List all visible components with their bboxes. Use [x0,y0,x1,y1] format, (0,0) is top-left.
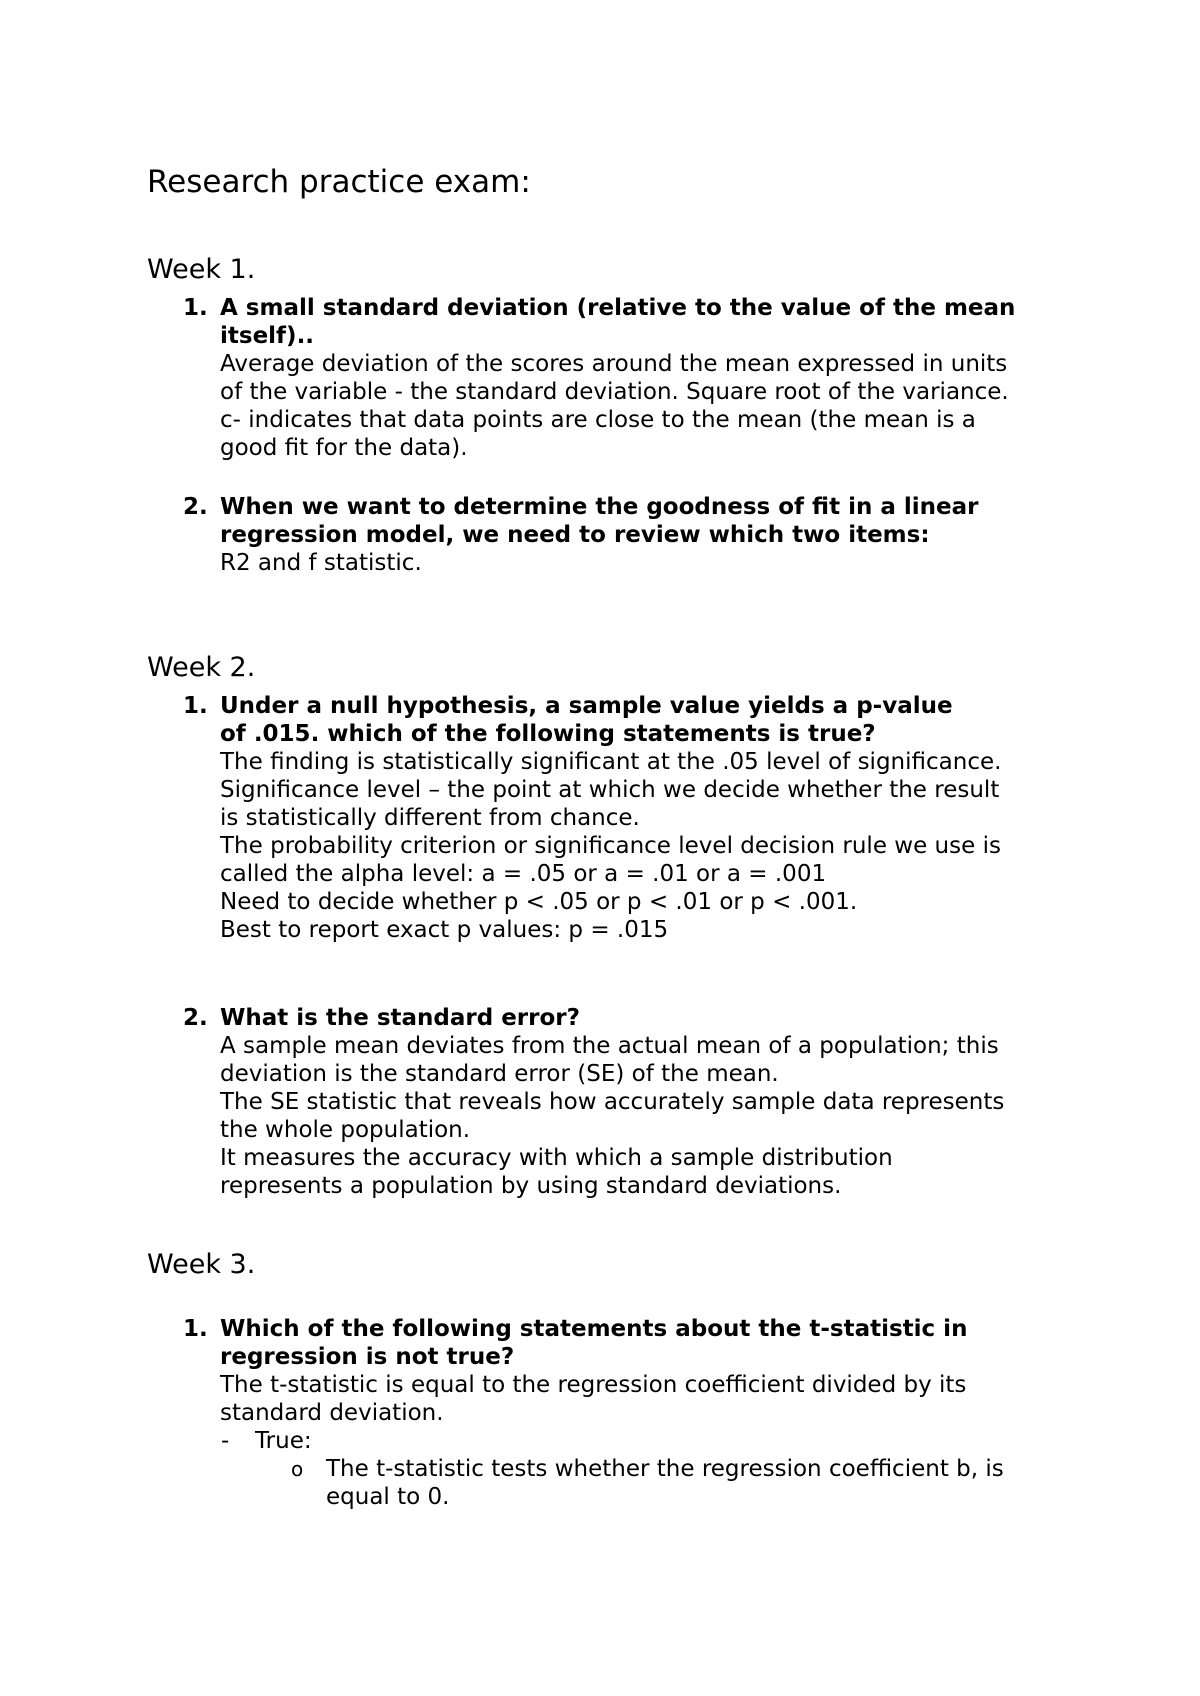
answer-line: Need to decide whether p < .05 or p < .01 or p < .001. [220,889,858,915]
question-number: 1. [183,295,208,321]
answer-text [220,748,1083,944]
question-line: A small standard deviation (relative to the value of the mean [220,295,1016,321]
week-2-question-2 [183,1004,1083,1200]
answer-line: The SE statistic that reveals how accurately sample data represents [220,1089,1005,1115]
bullet-line: The t-statistic tests whether the regression coefficient b, is [326,1456,1004,1482]
week-1-question-2 [183,493,1083,577]
answer-line: the whole population. [220,1117,471,1143]
dash-item-label: True: [255,1428,312,1454]
sub-list [220,1427,1083,1511]
answer-line: of the variable - the standard deviation. Square root of the variance. [220,379,1009,405]
answer-line: called the alpha level: a = .05 or a = .01 or a = .001 [220,861,827,887]
week-1-question-1 [183,294,1083,462]
answer-line: A sample mean deviates from the actual mean of a population; this [220,1033,999,1059]
answer-text [220,1371,1083,1427]
answer-line: c- indicates that data points are close to the mean (the mean is a [220,407,976,433]
question-line: of .015. which of the following statements is true? [220,721,876,747]
answer-line: standard deviation. [220,1400,444,1426]
dash-list-item [220,1427,1083,1455]
question-number: 1. [183,693,208,719]
bullet-list-item [291,1455,1083,1511]
question-number: 2. [183,494,208,520]
answer-line: The probability criterion or significance level decision rule we use is [220,833,1001,859]
question-text [220,692,1083,748]
question-text [220,1315,1083,1371]
question-line: When we want to determine the goodness of fit in a linear [220,494,979,520]
answer-line: It measures the accuracy with which a sample distribution [220,1145,893,1171]
question-text [220,493,1083,549]
week-3-question-1 [183,1315,1083,1511]
question-line: regression is not true? [220,1344,515,1370]
answer-line: is statistically different from chance. [220,805,640,831]
bullet-line: equal to 0. [326,1484,450,1510]
answer-line: The t-statistic is equal to the regression coefficient divided by its [220,1372,967,1398]
answer-line: The finding is statistically significant at the .05 level of significance. [220,749,1002,775]
circle-bullet-icon: o [291,1457,304,1481]
answer-text [220,350,1083,462]
week-2-question-1 [183,692,1083,944]
answer-line: represents a population by using standard deviations. [220,1173,842,1199]
question-line: Which of the following statements about the t-statistic in [220,1316,968,1342]
question-line: regression model, we need to review which two items: [220,522,930,548]
question-number: 2. [183,1005,208,1031]
document-title: Research practice exam: [147,164,531,200]
answer-line: R2 and f statistic. [220,550,422,576]
question-text [220,294,1083,350]
question-line: What is the standard error? [220,1005,580,1031]
answer-line: Significance level – the point at which we decide whether the result [220,777,1000,803]
question-line: itself).. [220,323,315,349]
question-number: 1. [183,1316,208,1342]
week-2-heading: Week 2. [147,652,256,683]
question-text [220,1004,1083,1032]
question-line: Under a null hypothesis, a sample value yields a p-value [220,693,953,719]
answer-line: deviation is the standard error (SE) of the mean. [220,1061,779,1087]
week-1-heading: Week 1. [147,254,256,285]
answer-text [220,1032,1083,1200]
answer-text [220,549,1083,577]
answer-line: good fit for the data). [220,435,468,461]
answer-line: Average deviation of the scores around the mean expressed in units [220,351,1008,377]
dash-marker: - [221,1428,230,1454]
week-3-heading: Week 3. [147,1249,256,1280]
answer-line: Best to report exact p values: p = .015 [220,917,669,943]
